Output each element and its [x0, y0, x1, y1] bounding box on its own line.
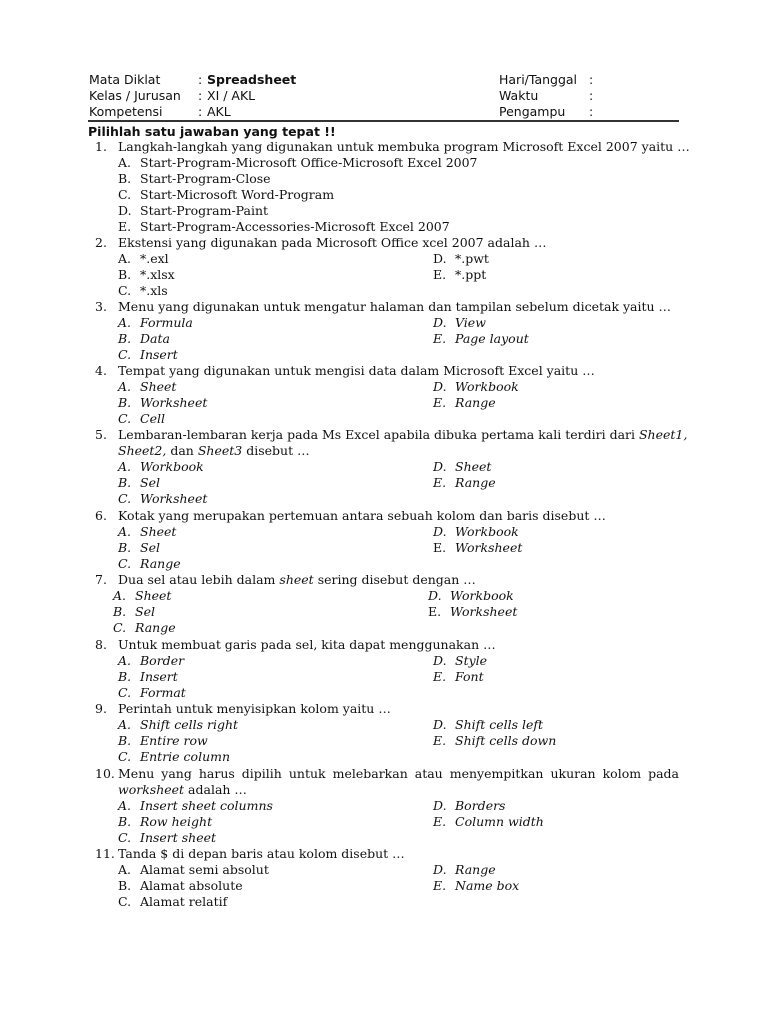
option-text: Format: [140, 685, 186, 700]
option-letter: B.: [118, 171, 132, 186]
option-text: Worksheet: [455, 540, 523, 555]
question-number: 8.: [95, 637, 107, 652]
question-number: 4.: [95, 363, 107, 378]
option-text: *.exl: [140, 251, 169, 266]
question-number: 2.: [95, 235, 107, 250]
question-text: Menu yang harus dipilih untuk melebarkan atau menyempitkan ukuran kolom pada: [118, 766, 679, 781]
option: [118, 395, 207, 411]
option: [433, 459, 491, 475]
option-text: Entrie column: [140, 749, 231, 764]
option-letter: D.: [118, 203, 132, 218]
option-text: Shift cells right: [140, 717, 239, 732]
option-text: Sel: [140, 475, 160, 490]
option-letter: B.: [118, 331, 132, 346]
option-text: Cell: [140, 411, 165, 426]
option: [118, 203, 268, 219]
option-letter: D.: [433, 717, 447, 732]
option-text: Borders: [455, 798, 506, 813]
option-letter: B.: [118, 669, 132, 684]
option: [118, 283, 168, 299]
option: [118, 862, 269, 878]
option: [118, 267, 175, 283]
option: [433, 733, 556, 749]
option: [433, 814, 544, 830]
option-letter: C.: [113, 620, 127, 635]
option-letter: C.: [118, 894, 132, 909]
option: [118, 717, 238, 733]
question-number: 6.: [95, 508, 107, 523]
option-text: Row height: [140, 814, 213, 829]
option: [433, 524, 519, 540]
option: [433, 475, 496, 491]
option: [118, 540, 160, 556]
option-letter: C.: [118, 347, 132, 362]
option-text: *.xls: [140, 283, 168, 298]
option: [118, 669, 178, 685]
option-text: Sheet: [135, 588, 172, 603]
header-sep: :: [198, 104, 203, 119]
option: [118, 347, 178, 363]
option-text: Sel: [140, 540, 160, 555]
question-number: 3.: [95, 299, 107, 314]
question-text: Kotak yang merupakan pertemuan antara sebuah kolom dan baris disebut …: [118, 508, 606, 523]
option-text: Workbook: [140, 459, 204, 474]
header-divider: [88, 120, 679, 122]
option-letter: C.: [118, 685, 132, 700]
option-letter: E.: [433, 733, 447, 748]
option-text: Style: [455, 653, 488, 668]
option-letter: D.: [433, 459, 447, 474]
header-sep: :: [589, 88, 594, 103]
question-text-cont: Sheet2, dan Sheet3 disebut …: [118, 443, 310, 458]
option-text: Workbook: [455, 379, 519, 394]
option-text: Name box: [455, 878, 520, 893]
option-letter: A.: [118, 862, 132, 877]
option-letter: B.: [118, 475, 132, 490]
option-letter: C.: [118, 491, 132, 506]
option-text: Sel: [135, 604, 155, 619]
header-label-class: Kelas / Jurusan: [89, 88, 181, 103]
option-letter: E.: [433, 267, 447, 282]
option: [433, 267, 486, 283]
option-letter: A.: [118, 459, 132, 474]
option: [118, 459, 204, 475]
option-letter: D.: [433, 524, 447, 539]
option: [118, 878, 243, 894]
option-letter: B.: [118, 395, 132, 410]
option: [118, 251, 169, 267]
option: [428, 604, 517, 620]
option: [433, 251, 489, 267]
instruction: Pilihlah satu jawaban yang tepat !!: [88, 124, 336, 139]
option: [433, 878, 519, 894]
option-text: Worksheet: [140, 395, 208, 410]
option: [118, 219, 450, 235]
header-label-competency: Kompetensi: [89, 104, 163, 119]
option: [118, 171, 271, 187]
header-sep: :: [198, 72, 203, 87]
option-letter: D.: [428, 588, 442, 603]
option-text: Start-Program-Close: [140, 171, 271, 186]
option-letter: A.: [118, 653, 132, 668]
option: [433, 669, 484, 685]
question-text: Lembaran-lembaran kerja pada Ms Excel apabila dibuka pertama kali terdiri dari Sheet1,: [118, 427, 688, 442]
header-value-class: XI / AKL: [207, 88, 256, 103]
option: [433, 315, 486, 331]
option: [118, 733, 208, 749]
option-letter: B.: [118, 814, 132, 829]
option-text: Alamat relatif: [140, 894, 228, 909]
option-letter: E.: [433, 331, 447, 346]
option-letter: C.: [118, 283, 132, 298]
option-letter: C.: [118, 749, 132, 764]
option-letter: A.: [118, 315, 132, 330]
option-text: Start-Program-Microsoft Office-Microsoft Excel 2007: [140, 155, 478, 170]
option: [118, 798, 273, 814]
option: [428, 588, 514, 604]
question-text: Menu yang digunakan untuk mengatur halaman dan tampilan sebelum dicetak yaitu …: [118, 299, 672, 314]
option-letter: E.: [433, 540, 447, 555]
option-letter: D.: [433, 315, 447, 330]
option: [433, 331, 529, 347]
question-number: 5.: [95, 427, 107, 442]
option: [113, 604, 155, 620]
option: [118, 524, 176, 540]
option-letter: A.: [118, 524, 132, 539]
option: [433, 395, 496, 411]
option-text: Range: [140, 556, 181, 571]
option-letter: E.: [433, 814, 447, 829]
option: [118, 491, 207, 507]
question-text-cont: worksheet adalah …: [118, 782, 247, 797]
option-letter: D.: [433, 798, 447, 813]
option-text: Start-Program-Paint: [140, 203, 269, 218]
option-text: Worksheet: [450, 604, 518, 619]
option: [118, 187, 334, 203]
question-text: Langkah-langkah yang digunakan untuk membuka program Microsoft Excel 2007 yaitu …: [118, 139, 690, 154]
option-text: Range: [455, 862, 496, 877]
question-number: 10.: [95, 766, 115, 781]
option-letter: A.: [118, 379, 132, 394]
question-text: Ekstensi yang digunakan pada Microsoft Office xcel 2007 adalah …: [118, 235, 547, 250]
option-letter: B.: [113, 604, 127, 619]
option-letter: C.: [118, 830, 132, 845]
option-letter: E.: [433, 395, 447, 410]
option-text: Data: [140, 331, 170, 346]
option-letter: D.: [433, 379, 447, 394]
option-text: Shift cells down: [455, 733, 557, 748]
option-text: Start-Microsoft Word-Program: [140, 187, 335, 202]
option-letter: C.: [118, 411, 132, 426]
question-number: 7.: [95, 572, 107, 587]
option: [433, 540, 522, 556]
option-letter: A.: [118, 717, 132, 732]
header-sep: :: [589, 72, 594, 87]
option: [118, 894, 227, 910]
option-text: Border: [140, 653, 185, 668]
option-text: Sheet: [455, 459, 492, 474]
question-number: 1.: [95, 139, 107, 154]
header-value-subject: Spreadsheet: [207, 72, 297, 87]
option-text: Insert: [140, 347, 178, 362]
option: [118, 411, 165, 427]
question-number: 9.: [95, 701, 107, 716]
option-text: Start-Program-Accessories-Microsoft Excel 2007: [140, 219, 450, 234]
option-text: Insert sheet: [140, 830, 217, 845]
header-sep: :: [198, 88, 203, 103]
header-sep: :: [589, 104, 594, 119]
header-label-time: Waktu: [499, 88, 539, 103]
option-letter: E.: [433, 475, 447, 490]
option-letter: E.: [118, 219, 132, 234]
option: [118, 830, 216, 846]
option-text: Range: [455, 475, 496, 490]
option: [433, 798, 505, 814]
header-value-competency: AKL: [207, 104, 231, 119]
option-text: *.pwt: [455, 251, 489, 266]
option: [113, 620, 176, 636]
question-number: 11.: [95, 846, 115, 861]
question-text: Dua sel atau lebih dalam sheet sering disebut dengan …: [118, 572, 476, 587]
option-letter: D.: [433, 653, 447, 668]
option-text: Formula: [140, 315, 193, 330]
option-text: Font: [455, 669, 484, 684]
option: [118, 155, 478, 171]
question-text: Tempat yang digunakan untuk mengisi data dalam Microsoft Excel yaitu …: [118, 363, 595, 378]
option-letter: A.: [118, 155, 132, 170]
question-text: Perintah untuk menyisipkan kolom yaitu …: [118, 701, 391, 716]
option-text: View: [455, 315, 486, 330]
option-letter: B.: [118, 267, 132, 282]
question-text: Untuk membuat garis pada sel, kita dapat menggunakan …: [118, 637, 496, 652]
option-text: Entire row: [140, 733, 208, 748]
option-text: Shift cells left: [455, 717, 544, 732]
option-text: *.xlsx: [140, 267, 175, 282]
header-label-subject: Mata Diklat: [89, 72, 161, 87]
option-letter: C.: [118, 187, 132, 202]
option-letter: B.: [118, 540, 132, 555]
option: [118, 685, 186, 701]
option-text: Page layout: [455, 331, 529, 346]
option: [433, 379, 519, 395]
option-text: Insert sheet columns: [140, 798, 273, 813]
option-text: Range: [455, 395, 496, 410]
option: [118, 379, 176, 395]
header-label-date: Hari/Tanggal: [499, 72, 578, 87]
option-text: Alamat absolute: [140, 878, 243, 893]
option-letter: C.: [118, 556, 132, 571]
option-letter: A.: [113, 588, 127, 603]
header-label-teacher: Pengampu: [499, 104, 566, 119]
option-letter: E.: [428, 604, 442, 619]
option-text: Worksheet: [140, 491, 208, 506]
option: [433, 862, 496, 878]
option: [118, 814, 212, 830]
option-letter: D.: [433, 251, 447, 266]
option: [433, 653, 487, 669]
option-text: Alamat semi absolut: [140, 862, 269, 877]
option: [118, 315, 193, 331]
option: [118, 556, 181, 572]
option: [118, 653, 184, 669]
option-letter: A.: [118, 251, 132, 266]
option-letter: B.: [118, 733, 132, 748]
option-letter: B.: [118, 878, 132, 893]
option-text: Workbook: [455, 524, 519, 539]
option-text: Workbook: [450, 588, 514, 603]
question-text: Tanda $ di depan baris atau kolom disebut …: [118, 846, 405, 861]
option-letter: D.: [433, 862, 447, 877]
option-letter: E.: [433, 878, 447, 893]
option-text: Insert: [140, 669, 178, 684]
option-text: Sheet: [140, 524, 177, 539]
option-text: Sheet: [140, 379, 177, 394]
option-text: Column width: [455, 814, 544, 829]
option: [433, 717, 543, 733]
option: [118, 475, 160, 491]
option: [118, 331, 170, 347]
option-text: Range: [135, 620, 176, 635]
option: [113, 588, 171, 604]
option-letter: E.: [433, 669, 447, 684]
option: [118, 749, 230, 765]
option-letter: A.: [118, 798, 132, 813]
option-text: *.ppt: [455, 267, 487, 282]
